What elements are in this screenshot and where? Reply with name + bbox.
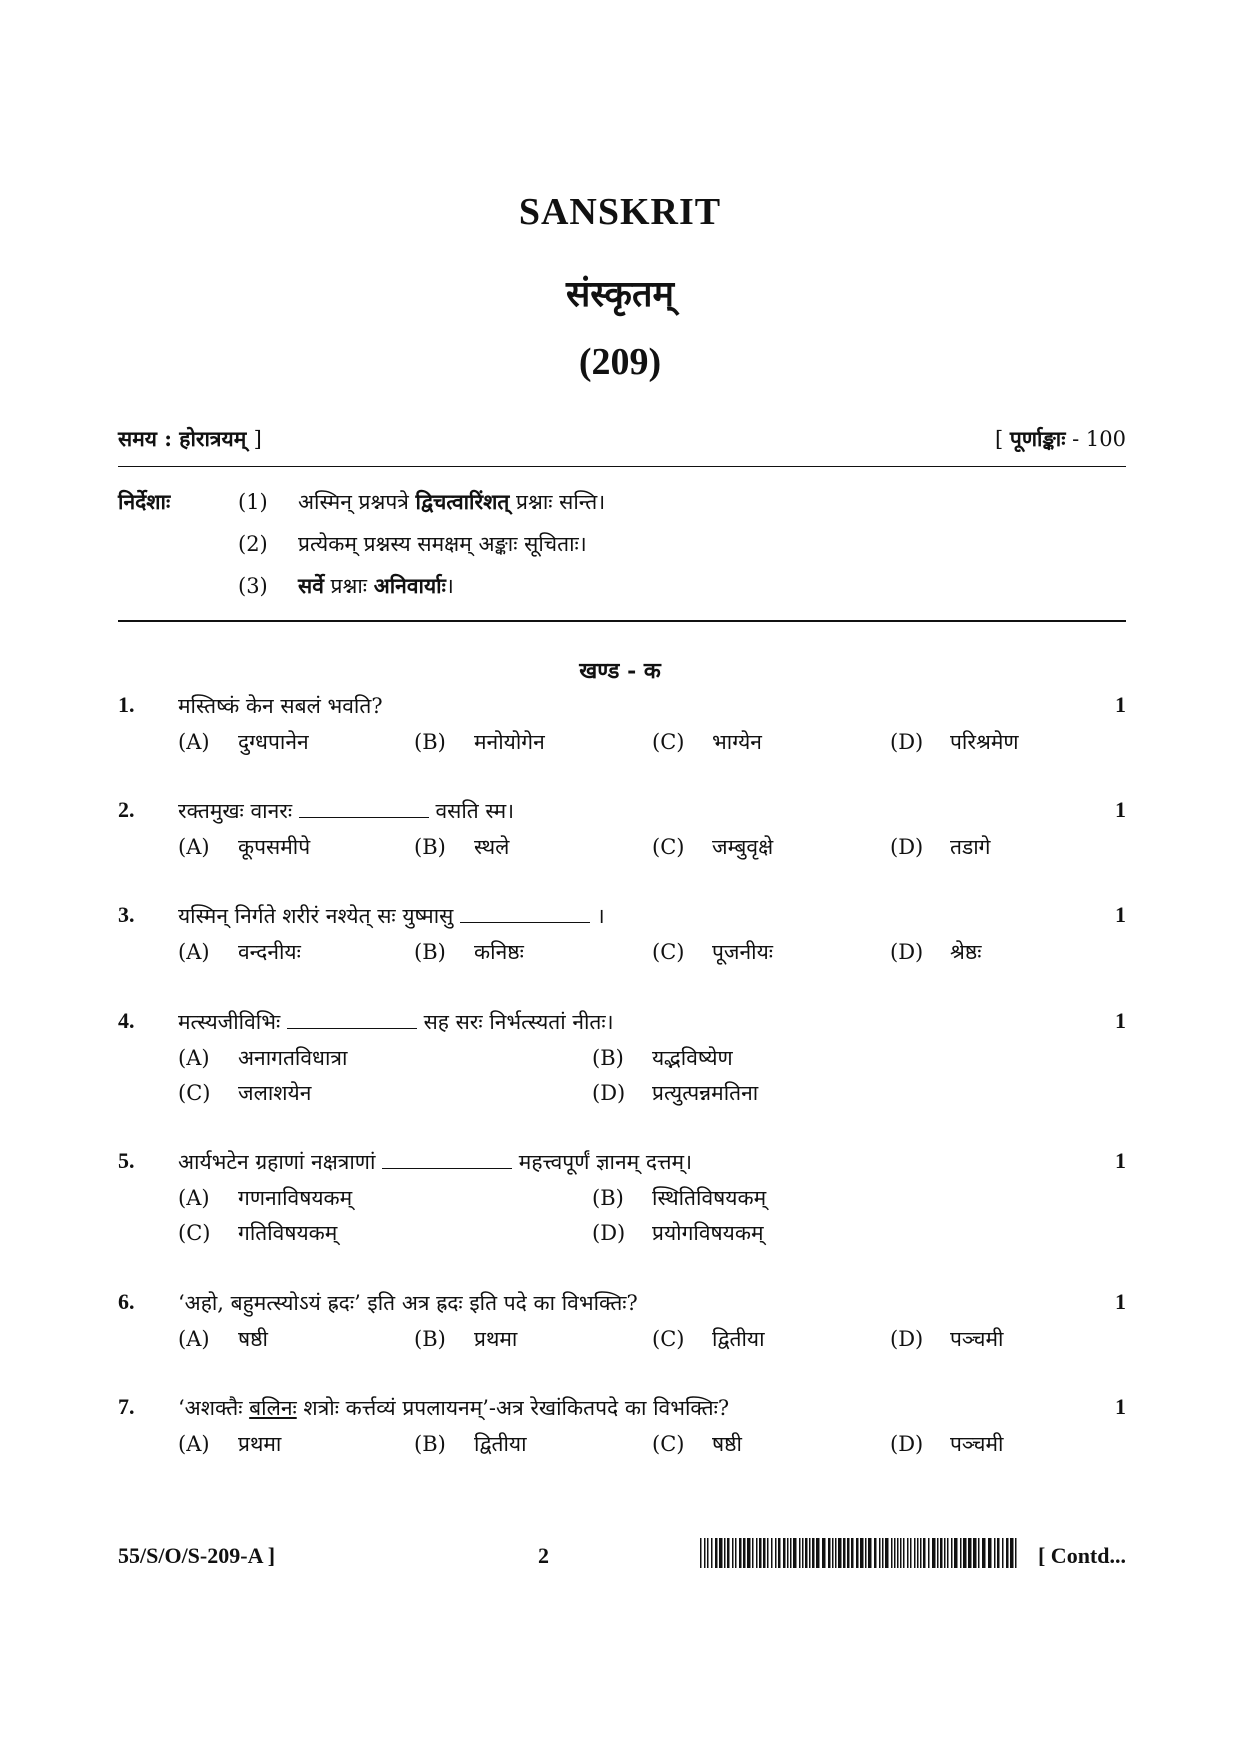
question-text: मस्तिष्कं केन सबलं भवति? xyxy=(178,694,383,718)
option-c: (C) जलाशयेन xyxy=(178,1081,312,1105)
option-c: (C) भाग्येन xyxy=(652,730,762,754)
option-b: (B) मनोयोगेन xyxy=(414,730,545,754)
option-c: (C) जम्बुवृक्षे xyxy=(652,835,774,859)
question-marks: 1 xyxy=(1115,902,1126,927)
answer-blank xyxy=(287,1012,417,1029)
option-a: (A) गणनाविषयकम् xyxy=(178,1186,353,1210)
question-marks: 1 xyxy=(1115,797,1126,822)
paper-code: 55/S/O/S-209-A ] xyxy=(118,1543,276,1568)
question-marks: 1 xyxy=(1115,1148,1126,1173)
option-b: (B) स्थितिविषयकम् xyxy=(592,1186,767,1210)
option-a: (A) वन्दनीयः xyxy=(178,940,301,964)
maximum-marks: [ पूर्णाङ्काः - 100 xyxy=(995,426,1126,451)
option-b: (B) यद्भविष्येण xyxy=(592,1046,733,1070)
question-marks: 1 xyxy=(1115,1289,1126,1314)
option-c: (C) षष्ठी xyxy=(652,1432,742,1456)
instructions-label: निर्देशाः xyxy=(118,489,171,514)
option-c: (C) द्वितीया xyxy=(652,1327,765,1351)
question-text: ‘अहो, बहुमत्स्योऽयं ह्रदः’ इति अत्र ह्रदः इति पदे का विभक्तिः? xyxy=(178,1291,638,1315)
question-marks: 1 xyxy=(1115,692,1126,717)
question-text: ‘अशक्तैः बलिनः शत्रोः कर्त्तव्यं प्रपलायनम्’-अत्र रेखांकितपदे का विभक्तिः? xyxy=(178,1396,730,1420)
option-c: (C) पूजनीयः xyxy=(652,940,774,964)
paper-title-sanskrit: संस्कृतम् xyxy=(565,273,675,315)
question-text: यस्मिन् निर्गते शरीरं नश्येत् सः युष्मासु । xyxy=(178,904,605,928)
subject-code: (209) xyxy=(578,341,662,383)
option-d: (D) प्रयोगविषयकम् xyxy=(592,1221,764,1245)
option-a: (A) कूपसमीपे xyxy=(178,835,311,859)
option-b: (B) द्वितीया xyxy=(414,1432,527,1456)
option-d: (D) प्रत्युत्पन्नमतिना xyxy=(592,1081,759,1105)
question-marks: 1 xyxy=(1115,1008,1126,1033)
answer-blank xyxy=(460,906,590,923)
option-a: (A) प्रथमा xyxy=(178,1432,282,1456)
section-heading: खण्ड - क xyxy=(579,658,661,684)
option-d: (D) तडागे xyxy=(890,835,991,859)
answer-blank xyxy=(382,1152,512,1169)
underlined-word: बलिनः xyxy=(249,1396,297,1420)
paper-title-english: SANSKRIT xyxy=(518,191,722,233)
instructions-divider xyxy=(118,620,1126,622)
instruction-item: (1) अस्मिन् प्रश्नपत्रे द्विचत्वारिंशत् प्रश्नाः सन्ति। xyxy=(238,489,606,514)
option-a: (A) अनागतविधात्रा xyxy=(178,1046,348,1070)
answer-blank xyxy=(299,801,429,818)
option-d: (D) पञ्चमी xyxy=(890,1327,1004,1351)
question-text: मत्स्यजीविभिः सह सरः निर्भत्स्यतां नीतः। xyxy=(178,1010,614,1034)
question-text: रक्तमुखः वानरः वसति स्म। xyxy=(178,799,515,823)
option-d: (D) पञ्चमी xyxy=(890,1432,1004,1456)
question-text: आर्यभटेन ग्रहाणां नक्षत्राणां महत्त्वपूर्णं ज्ञानम् दत्तम्। xyxy=(178,1150,693,1174)
option-d: (D) परिश्रमेण xyxy=(890,730,1019,754)
question-marks: 1 xyxy=(1115,1394,1126,1419)
instruction-item: (3) सर्वे प्रश्नाः अनिवार्याः। xyxy=(238,573,454,598)
option-b: (B) कनिष्ठः xyxy=(414,940,524,964)
option-a: (A) षष्ठी xyxy=(178,1327,268,1351)
barcode-icon xyxy=(700,1538,1018,1568)
option-d: (D) श्रेष्ठः xyxy=(890,940,982,964)
instruction-item: (2) प्रत्येकम् प्रश्नस्य समक्षम् अङ्काः सूचिताः। xyxy=(238,532,587,556)
option-a: (A) दुग्धपानेन xyxy=(178,730,309,754)
option-c: (C) गतिविषयकम् xyxy=(178,1221,338,1245)
option-b: (B) प्रथमा xyxy=(414,1327,518,1351)
continued-label: [ Contd... xyxy=(1037,1543,1126,1568)
page-number: 2 xyxy=(538,1543,549,1568)
option-b: (B) स्थले xyxy=(414,835,510,859)
header-divider xyxy=(118,466,1126,467)
time-allowed: समय : होरात्रयम् ] xyxy=(118,426,262,451)
